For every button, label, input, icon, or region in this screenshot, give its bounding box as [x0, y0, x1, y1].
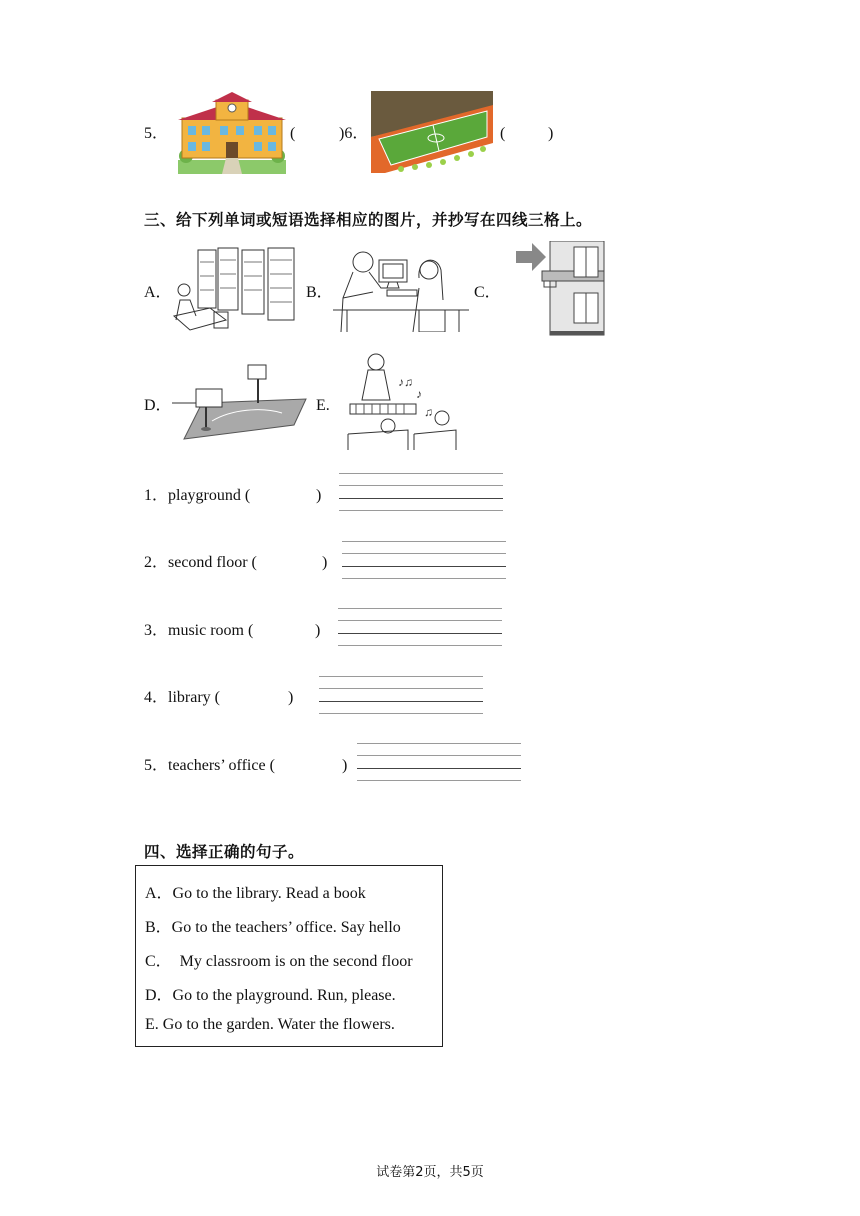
teachers-office-picture — [333, 248, 469, 332]
pic-label-d: D． — [144, 397, 172, 414]
word-item-music-room: 3．music room ( — [144, 622, 254, 639]
music-room-picture — [344, 350, 460, 450]
pic-label-c: C． — [474, 284, 501, 301]
item-5-number: 5． — [144, 125, 169, 142]
item-5-answer-open: ( — [290, 125, 296, 142]
school-building-picture — [178, 90, 286, 174]
word-item-second-floor-close: ) — [322, 554, 328, 571]
library-picture — [170, 246, 300, 332]
writing-lines-5[interactable] — [357, 743, 521, 781]
pic-label-b: B． — [306, 284, 333, 301]
section-3-title: 三、给下列单词或短语选择相应的图片，并抄写在四线三格上。 — [144, 211, 593, 229]
pic-label-a: A． — [144, 284, 172, 301]
sentence-option-b: B．Go to the teachers’ office. Say hello — [145, 919, 401, 936]
word-item-second-floor: 2．second floor ( — [144, 554, 257, 571]
writing-lines-3[interactable] — [338, 608, 502, 646]
svg-text:♪: ♪ — [416, 387, 422, 401]
svg-text:♪♫: ♪♫ — [398, 375, 413, 389]
word-item-music-room-close: ) — [315, 622, 321, 639]
sports-field-picture — [371, 91, 493, 173]
sentence-option-c: C． My classroom is on the second floor — [145, 953, 413, 970]
sentence-option-d: D．Go to the playground. Run, please. — [145, 987, 396, 1004]
writing-lines-1[interactable] — [339, 473, 503, 511]
sentence-options-box — [135, 865, 443, 1047]
sentence-option-a: A．Go to the library. Read a book — [145, 885, 366, 902]
pic-label-e: E. — [316, 397, 330, 414]
word-item-playground-close: ) — [316, 487, 322, 504]
item-6-number: )6． — [339, 125, 369, 142]
item-6-answer-open: ( — [500, 125, 506, 142]
word-item-teachers-office-close: ) — [342, 757, 348, 774]
word-item-teachers-office: 5．teachers’ office ( — [144, 757, 275, 774]
sentence-option-e: E. Go to the garden. Water the flowers. — [145, 1016, 395, 1033]
item-6-answer-close: ) — [548, 125, 554, 142]
writing-lines-4[interactable] — [319, 676, 483, 714]
page-footer: 试卷第2页，共5页 — [376, 1165, 484, 1180]
writing-lines-2[interactable] — [342, 541, 506, 579]
second-floor-picture — [514, 241, 606, 337]
svg-text:♫: ♫ — [424, 405, 433, 419]
word-item-library-close: ) — [288, 689, 294, 706]
word-item-playground: 1．playground ( — [144, 487, 251, 504]
word-item-library: 4．library ( — [144, 689, 220, 706]
playground-basketball-court-picture — [172, 363, 308, 441]
section-4-title: 四、选择正确的句子。 — [144, 843, 305, 861]
